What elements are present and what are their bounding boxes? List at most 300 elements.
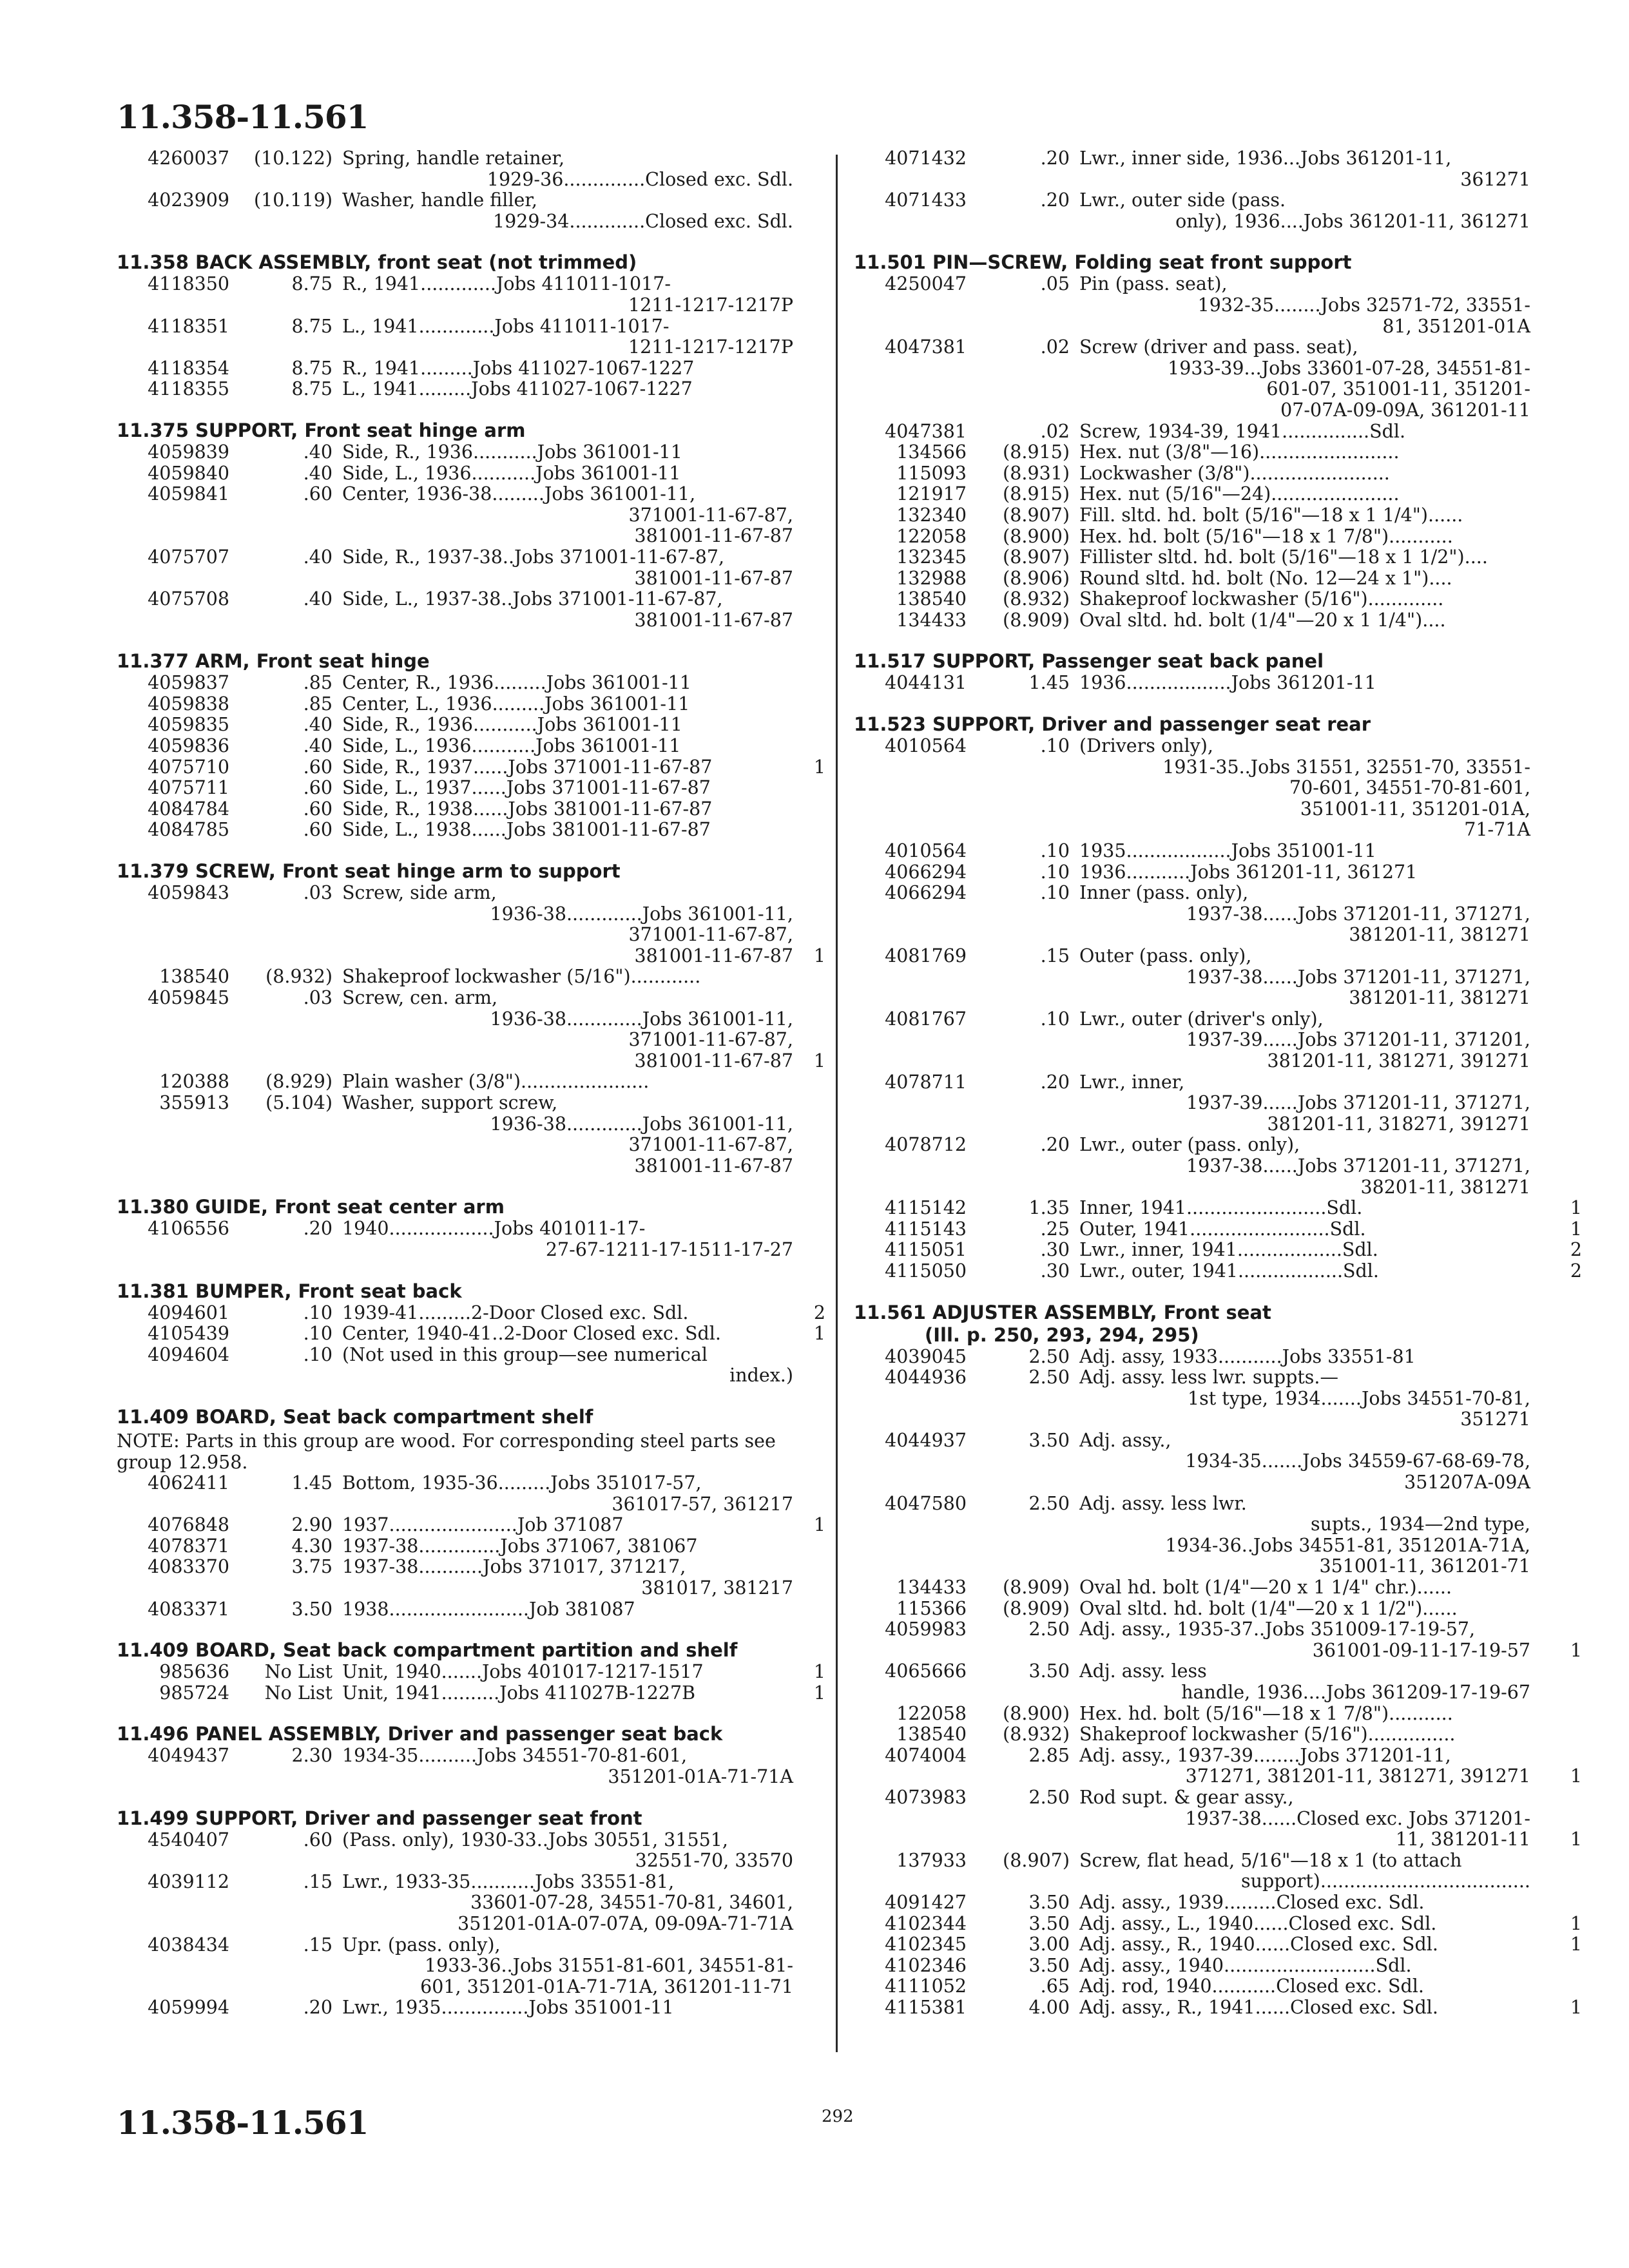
part-price: No List (264, 1682, 333, 1704)
part-quantity: 1 (1570, 1218, 1582, 1240)
part-description: 1939-41.........2-Door Closed exc. Sdl. (342, 1302, 689, 1323)
part-price: .30 (1040, 1239, 1070, 1261)
part-quantity: 1 (1570, 1765, 1582, 1787)
part-row (854, 1261, 1582, 1282)
part-description: 1935..................Jobs 351001-11 (1079, 841, 1376, 862)
part-number: 138540 (896, 588, 967, 610)
part-price: .65 (1040, 1975, 1070, 1997)
part-row (854, 1472, 1582, 1494)
part-number: 4111052 (885, 1975, 967, 1997)
part-description: Adj. assy., (1079, 1430, 1171, 1451)
part-price: .85 (303, 672, 333, 694)
left-column (117, 148, 825, 2019)
part-description: L., 1941.........Jobs 411027-1067-1227 (342, 379, 693, 400)
continuation-text: 351271 (1460, 1408, 1530, 1430)
part-number: 4059836 (148, 735, 229, 757)
part-row (117, 1872, 825, 1893)
part-description: Shakeproof lockwasher (5/16")............. (1079, 589, 1444, 610)
continuation-text: 371271, 381201-11, 381271, 391271 (1185, 1765, 1530, 1787)
part-row (117, 988, 825, 1009)
part-row (117, 1494, 825, 1515)
part-quantity: 2 (1570, 1260, 1582, 1282)
group-title: 11.358 BACK ASSEMBLY, front seat (not trimmed) (117, 251, 637, 274)
part-description: Screw, 1934-39, 1941...............Sdl. (1079, 421, 1406, 442)
part-row (117, 442, 825, 463)
page-range-footer: 11.358-11.561 (117, 2104, 369, 2142)
part-description: Center, R., 1936.........Jobs 361001-11 (342, 673, 691, 694)
continuation-text: 1932-35........Jobs 32571-72, 33551- (1197, 294, 1530, 316)
part-quantity: 1 (813, 945, 825, 966)
part-row (117, 169, 825, 191)
part-description: Adj. assy. less (1079, 1661, 1207, 1682)
part-list (117, 274, 825, 400)
part-list (117, 442, 825, 631)
part-number: 132340 (896, 504, 967, 526)
continuation-text: 351207A-09A (1404, 1472, 1530, 1494)
continuation-text: 381001-11-67-87 (634, 567, 793, 589)
part-row (117, 148, 825, 169)
part-price: .60 (303, 819, 333, 841)
part-price: .60 (303, 483, 333, 505)
part-number: 4118351 (148, 315, 229, 337)
part-row (117, 1599, 825, 1620)
part-price: (8.915) (1003, 441, 1070, 463)
part-description: L., 1941.............Jobs 411011-1017- (342, 316, 670, 337)
group-subheading: (Ill. p. 250, 293, 294, 295) (925, 1323, 1199, 1346)
part-description: Pin (pass. seat), (1079, 274, 1228, 295)
part-price: (8.907) (1003, 504, 1070, 526)
part-row (117, 484, 825, 505)
part-list (117, 1830, 825, 2019)
part-row (117, 715, 825, 736)
part-description: Hex. nut (5/16"—24)...................... (1079, 484, 1400, 505)
part-price: .02 (1040, 420, 1070, 442)
part-description: Fill. sltd. hd. bolt (5/16"—18 x 1 1/4")...... (1079, 505, 1463, 526)
part-quantity: 1 (1570, 1996, 1582, 2018)
part-number: 985724 (159, 1682, 229, 1704)
part-number: 4540407 (148, 1829, 229, 1850)
part-row (854, 1430, 1582, 1452)
part-row (854, 190, 1582, 211)
part-row (854, 1766, 1582, 1787)
continuation-text: 371001-11-67-87, (628, 1029, 793, 1051)
part-price: .02 (1040, 336, 1070, 358)
part-description: Unit, 1940.......Jobs 401017-1217-1517 (342, 1662, 704, 1683)
part-description: Upr. (pass. only), (342, 1934, 501, 1956)
part-description: Lwr., inner, (1079, 1072, 1185, 1093)
part-number: 4075708 (148, 588, 229, 610)
part-price: .40 (303, 546, 333, 568)
part-description: Bottom, 1935-36.........Jobs 351017-57, (342, 1473, 702, 1494)
continuation-text: 1933-36..Jobs 31551-81-601, 34551-81- (425, 1955, 793, 1977)
continuation-text: 381017, 381217 (641, 1577, 793, 1599)
part-price: 8.75 (291, 378, 333, 400)
part-description: Oval sltd. hd. bolt (1/4"—20 x 1 1/4").... (1079, 610, 1446, 631)
part-row (117, 1072, 825, 1093)
part-price: No List (264, 1661, 333, 1683)
part-quantity: 1 (1570, 1934, 1582, 1956)
group-title: 11.381 BUMPER, Front seat back (117, 1280, 462, 1302)
part-number: 4059841 (148, 483, 229, 505)
part-description: Outer (pass. only), (1079, 946, 1252, 966)
column-divider (836, 155, 838, 2052)
part-number: 4115381 (885, 1996, 967, 2018)
part-description: Side, L., 1937-38..Jobs 371001-11-67-87, (342, 589, 723, 610)
part-row (854, 1240, 1582, 1261)
part-price: 2.30 (291, 1745, 333, 1767)
continuation-text: 381201-11, 318271, 391271 (1267, 1113, 1530, 1135)
part-price: .10 (1040, 1008, 1070, 1030)
part-price: 8.75 (291, 357, 333, 379)
part-description: Adj. assy., L., 1940......Closed exc. Sdl. (1079, 1913, 1437, 1934)
part-description: Side, L., 1938......Jobs 381001-11-67-87 (342, 820, 711, 841)
part-row (117, 358, 825, 380)
part-number: 4076848 (148, 1514, 229, 1536)
part-number: 4102345 (885, 1934, 967, 1956)
part-description: (Drivers only), (1079, 736, 1213, 757)
part-number: 122058 (896, 525, 967, 547)
part-row (117, 1303, 825, 1324)
part-price: 2.50 (1028, 1367, 1070, 1389)
part-number: 4115051 (885, 1239, 967, 1261)
part-price: .60 (303, 756, 333, 778)
part-description: Outer, 1941........................Sdl. (1079, 1218, 1366, 1240)
group-heading (117, 1196, 825, 1218)
part-price: 3.50 (291, 1598, 333, 1620)
part-number: 132345 (896, 546, 967, 568)
part-row (117, 1935, 825, 1956)
continuation-text: 1934-36..Jobs 34551-81, 351201A-71A, (1165, 1534, 1530, 1556)
part-row (117, 463, 825, 485)
part-number: 4073983 (885, 1786, 967, 1808)
part-price: 2.50 (1028, 1786, 1070, 1808)
part-row (854, 358, 1582, 380)
part-price: (8.932) (1003, 1724, 1070, 1745)
part-price: 2.50 (1028, 1345, 1070, 1367)
part-price: .10 (303, 1343, 333, 1365)
part-list (117, 1303, 825, 1387)
part-row (117, 1030, 825, 1051)
part-description: Lwr., outer (pass. only), (1079, 1135, 1300, 1156)
part-description: Side, L., 1936...........Jobs 361001-11 (342, 736, 681, 757)
part-quantity: 1 (813, 1514, 825, 1536)
part-row (117, 1662, 825, 1683)
part-number: 138540 (159, 966, 229, 988)
part-description: R., 1941.............Jobs 411011-1017- (342, 274, 671, 295)
part-description: Shakeproof lockwasher (5/16")............ (342, 966, 701, 988)
part-price: .20 (1040, 1134, 1070, 1156)
part-row (117, 211, 825, 233)
page-number: 292 (822, 2107, 854, 2126)
group-note: NOTE: Parts in this group are wood. For corresponding steel parts see group 12.958. (117, 1430, 776, 1473)
part-price: (8.907) (1003, 546, 1070, 568)
part-row (117, 1997, 825, 2019)
continuation-text: 81, 351201-01A (1382, 315, 1530, 337)
part-quantity: 1 (1570, 1829, 1582, 1850)
part-number: 4075707 (148, 546, 229, 568)
part-description: Hex. hd. bolt (5/16"—18 x 1 7/8")........... (1079, 1703, 1453, 1724)
part-price: .40 (303, 588, 333, 610)
group-heading (854, 650, 1582, 673)
part-description: Screw (driver and pass. seat), (1079, 337, 1358, 358)
part-list (117, 1745, 825, 1787)
part-row (854, 421, 1582, 443)
part-number: 134433 (896, 609, 967, 631)
continuation-text: 27-67-1211-17-1511-17-27 (545, 1238, 793, 1260)
group-title: 11.523 SUPPORT, Driver and passenger seat rear (854, 713, 1371, 736)
part-description: Center, L., 1936.........Jobs 361001-11 (342, 693, 690, 715)
part-description: Adj. assy., 1935-37..Jobs 351009-17-19-57, (1079, 1619, 1476, 1640)
part-row (854, 1640, 1582, 1662)
group-heading (117, 1807, 825, 1830)
group-title: 11.409 BOARD, Seat back compartment partition and shelf (117, 1639, 738, 1662)
part-price: 4.30 (291, 1535, 333, 1557)
part-row (117, 1892, 825, 1914)
group-heading (117, 1406, 825, 1428)
part-description: Side, L., 1937......Jobs 371001-11-67-87 (342, 778, 711, 799)
part-row (117, 610, 825, 631)
continuation-text: 381201-11, 381271 (1349, 987, 1530, 1009)
group-title: 11.561 ADJUSTER ASSEMBLY, Front seat (854, 1301, 1271, 1323)
part-price: (5.104) (265, 1091, 333, 1113)
part-number: 4038434 (148, 1934, 229, 1956)
part-price: .03 (303, 987, 333, 1008)
part-row (854, 883, 1582, 904)
part-row (117, 589, 825, 610)
part-description: Center, 1936-38.........Jobs 361001-11, (342, 484, 696, 505)
part-row (854, 799, 1582, 820)
group-title: 11.501 PIN—SCREW, Folding seat front support (854, 251, 1352, 274)
part-number: 4074004 (885, 1744, 967, 1766)
continuation-text: support).................................... (1241, 1870, 1530, 1892)
part-row (117, 316, 825, 338)
part-number: 4118350 (148, 273, 229, 295)
part-row (854, 862, 1582, 883)
continuation-text: 07-07A-09-09A, 361201-11 (1280, 399, 1530, 421)
part-description: Inner (pass. only), (1079, 883, 1249, 904)
page-range-header: 11.358-11.561 (117, 98, 369, 136)
part-description: Center, 1940-41..2-Door Closed exc. Sdl. (342, 1323, 721, 1345)
part-list (117, 1662, 825, 1704)
part-row (854, 1934, 1582, 1956)
part-description: Screw, cen. arm, (342, 988, 498, 1008)
part-price: 2.50 (1028, 1492, 1070, 1514)
continuation-text: index.) (729, 1365, 793, 1387)
part-description: R., 1941.........Jobs 411027-1067-1227 (342, 358, 695, 379)
part-number: 4102344 (885, 1912, 967, 1934)
group-heading (854, 713, 1582, 736)
part-price: .40 (303, 714, 333, 736)
continuation-text: handle, 1936....Jobs 361209-17-19-67 (1181, 1682, 1530, 1703)
part-row (854, 841, 1582, 862)
part-price: 3.50 (1028, 1660, 1070, 1682)
part-row (117, 1683, 825, 1704)
part-number: 4039045 (885, 1345, 967, 1367)
part-row (117, 1536, 825, 1557)
part-row (854, 1914, 1582, 1935)
part-row (117, 1365, 825, 1387)
part-price: (8.929) (265, 1071, 333, 1093)
part-number: 4102346 (885, 1954, 967, 1976)
part-price: (8.932) (265, 966, 333, 988)
part-list (854, 1347, 1582, 2019)
continuation-text: 71-71A (1464, 819, 1530, 841)
continuation-text: 1937-38......Jobs 371201-11, 371271, (1186, 966, 1530, 988)
part-description: Oval sltd. hd. bolt (1/4"—20 x 1 1/2")...... (1079, 1598, 1458, 1619)
part-row (117, 1767, 825, 1788)
part-quantity: 2 (813, 1302, 825, 1323)
part-row (854, 778, 1582, 799)
part-row (854, 1135, 1582, 1156)
group-title: 11.499 SUPPORT, Driver and passenger seat front (117, 1807, 642, 1829)
part-number: 4071432 (885, 148, 967, 169)
part-number: 4066294 (885, 882, 967, 904)
part-list (854, 673, 1582, 694)
part-number: 4250047 (885, 273, 967, 295)
part-number: 4083370 (148, 1556, 229, 1578)
part-row (117, 757, 825, 778)
part-price: (8.909) (1003, 609, 1070, 631)
part-row (854, 1976, 1582, 1997)
part-row (854, 505, 1582, 526)
part-price: (8.932) (1003, 588, 1070, 610)
part-price: .85 (303, 693, 333, 715)
part-price: .10 (1040, 840, 1070, 862)
part-number: 4059983 (885, 1619, 967, 1640)
part-row (117, 883, 825, 904)
part-list (117, 1473, 825, 1620)
part-description: Lwr., 1935...............Jobs 351001-11 (342, 1997, 674, 2019)
continuation-text: 381001-11-67-87 (634, 1050, 793, 1072)
part-row (854, 589, 1582, 610)
group-heading (117, 650, 825, 673)
part-row (854, 610, 1582, 631)
group-title: 11.380 GUIDE, Front seat center arm (117, 1196, 505, 1218)
part-description: Unit, 1941..........Jobs 411027B-1227B (342, 1682, 696, 1704)
part-price: .40 (303, 735, 333, 757)
part-row (854, 1704, 1582, 1725)
continuation-text: 1929-36..............Closed exc. Sdl. (487, 168, 793, 190)
part-price: .20 (303, 1997, 333, 2019)
part-number: 4010564 (885, 840, 967, 862)
part-description: Inner, 1941........................Sdl. (1079, 1198, 1363, 1219)
part-row (854, 757, 1582, 778)
part-row (117, 274, 825, 295)
group-heading (117, 860, 825, 883)
part-row (117, 820, 825, 841)
part-number: 4062411 (148, 1472, 229, 1494)
part-row (854, 967, 1582, 988)
part-price: .30 (1040, 1260, 1070, 1282)
part-row (854, 1809, 1582, 1830)
part-description: Washer, handle filler, (342, 190, 537, 211)
continuation-text: 371001-11-67-87, (628, 1134, 793, 1156)
continuation-text: 1211-1217-1217P (628, 294, 793, 316)
group-heading (117, 419, 825, 442)
part-price: .20 (1040, 1071, 1070, 1093)
part-description: Rod supt. & gear assy., (1079, 1787, 1294, 1808)
part-price: .20 (303, 1218, 333, 1240)
part-row (117, 1850, 825, 1872)
part-number: 4071433 (885, 189, 967, 211)
part-price: (8.900) (1003, 1702, 1070, 1724)
group-title: 11.496 PANEL ASSEMBLY, Driver and passenger seat back (117, 1723, 723, 1745)
part-row (117, 1956, 825, 1977)
part-row (854, 1682, 1582, 1704)
part-row (854, 379, 1582, 400)
part-quantity: 2 (1570, 1239, 1582, 1261)
continuation-text: 381201-11, 381271 (1349, 924, 1530, 946)
part-quantity: 1 (1570, 1639, 1582, 1661)
part-number: 121917 (896, 483, 967, 505)
part-price: 2.90 (291, 1514, 333, 1536)
part-description: (Pass. only), 1930-33..Jobs 30551, 31551, (342, 1829, 728, 1850)
part-number: 120388 (159, 1071, 229, 1093)
continuation-text: 1929-34.............Closed exc. Sdl. (492, 210, 793, 232)
part-number: 4081767 (885, 1008, 967, 1030)
part-number: 115093 (896, 462, 967, 484)
part-price: (8.907) (1003, 1849, 1070, 1871)
part-price: 8.75 (291, 273, 333, 295)
part-row (117, 1578, 825, 1599)
part-price: .40 (303, 441, 333, 463)
part-row (117, 1135, 825, 1156)
part-row (117, 1914, 825, 1935)
part-number: 4059837 (148, 672, 229, 694)
continuation-text: 381001-11-67-87 (634, 609, 793, 631)
continuation-text: 361001-09-11-17-19-57 (1312, 1639, 1530, 1661)
part-row (117, 946, 825, 967)
part-row (854, 1177, 1582, 1198)
continuation-text: 1937-39......Jobs 371201-11, 371271, (1186, 1092, 1530, 1114)
part-price: 1.45 (291, 1472, 333, 1494)
part-price: 3.75 (291, 1556, 333, 1578)
right-column (854, 148, 1582, 2019)
part-description: Adj. assy, 1933...........Jobs 33551-81 (1079, 1346, 1416, 1367)
part-description: Adj. assy., R., 1941......Closed exc. Sdl. (1079, 1997, 1438, 2018)
continuation-text: 351201-01A-07-07A, 09-09A-71-71A (458, 1913, 793, 1934)
continuation-text: 1936-38.............Jobs 361001-11, (490, 1008, 793, 1030)
part-description: Hex. hd. bolt (5/16"—18 x 1 7/8")........... (1079, 526, 1453, 547)
part-row (854, 148, 1582, 169)
continuation-text: 1933-39...Jobs 33601-07-28, 34551-81- (1168, 357, 1530, 379)
part-row (854, 1787, 1582, 1809)
part-row (854, 946, 1582, 967)
part-number: 4106556 (148, 1218, 229, 1240)
group-heading (117, 251, 825, 274)
part-description: Lwr., outer (driver's only), (1079, 1008, 1324, 1030)
part-number: 4078371 (148, 1535, 229, 1557)
part-description: 1937-38..............Jobs 371067, 381067 (342, 1535, 698, 1557)
continuation-text: supts., 1934—2nd type, (1310, 1514, 1530, 1535)
part-row (854, 1009, 1582, 1030)
part-description: 1936..................Jobs 361201-11 (1079, 673, 1376, 694)
part-row (854, 169, 1582, 191)
part-row (854, 568, 1582, 590)
continuation-text: 32551-70, 33570 (635, 1850, 793, 1872)
part-description: 1937......................Job 371087 (342, 1515, 624, 1536)
part-price: .60 (303, 1829, 333, 1850)
part-number: 4081769 (885, 945, 967, 966)
part-price: .60 (303, 777, 333, 799)
part-row (854, 1871, 1582, 1892)
part-number: 4115050 (885, 1260, 967, 1282)
part-price: 2.50 (1028, 1619, 1070, 1640)
part-row (854, 400, 1582, 421)
part-number: 355913 (159, 1091, 229, 1113)
part-description: Side, R., 1937......Jobs 371001-11-67-87 (342, 756, 713, 778)
part-list (117, 883, 825, 1177)
